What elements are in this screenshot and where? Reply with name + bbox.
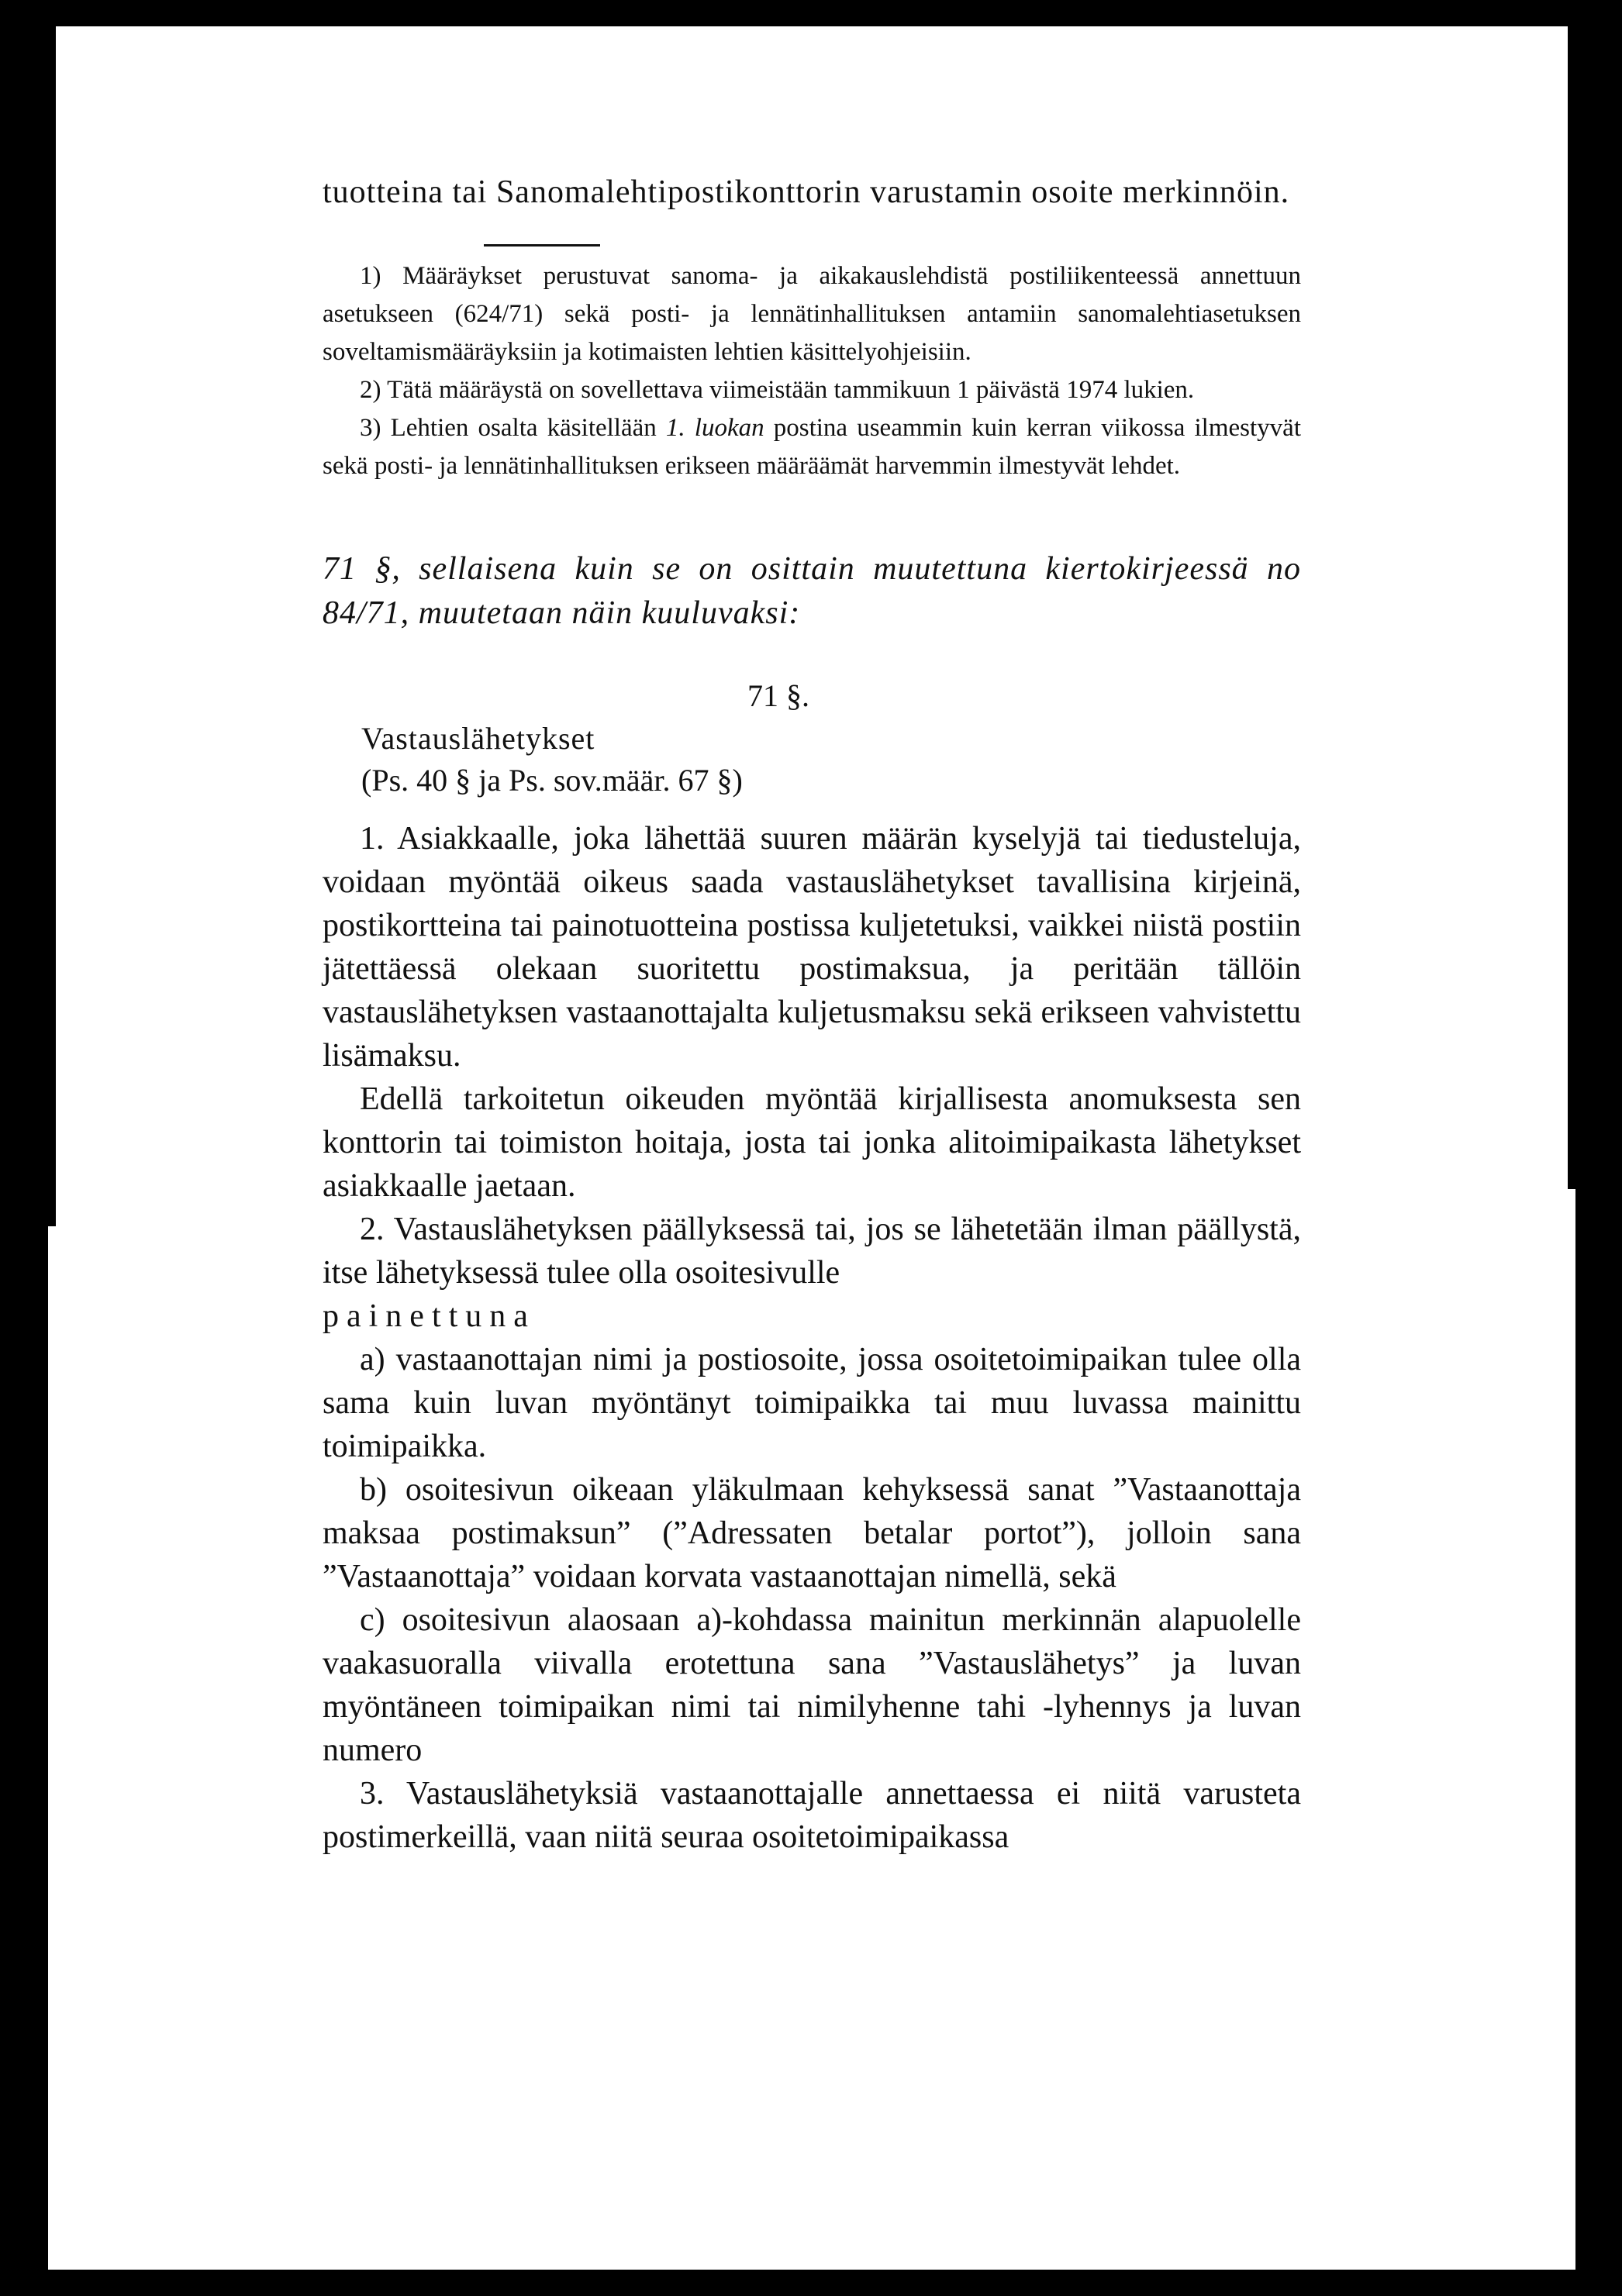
document-page bbox=[48, 26, 1575, 2270]
item-c: c) osoitesivun alaosaan a)-kohdassa mainitun merkinnän alapuolelle vaakasuoralla viivalla erotettuna sana ”Vastauslähetys” ja luvan myöntäneen toimipaikan nimi tai nimilyhenne tahi -lyhennys ja luvan numero bbox=[323, 1602, 1301, 1768]
footnote-3-suffix: postina useammin kuin kerran viikossa ilmestyvät sekä posti- ja lennätinhallituksen erikseen määräämät harvemmin ilmestyvät lehdet. bbox=[323, 414, 1301, 480]
scan-border-left bbox=[48, 26, 56, 1226]
paragraph-3: 3. Vastauslähetyksiä vastaanottajalle annettaessa ei niitä varusteta postimerkeillä, vaan niitä seuraa osoitetoimipaikassa bbox=[323, 1776, 1301, 1855]
section-reference: (Ps. 40 § ja Ps. sov.määr. 67 §) bbox=[361, 763, 743, 798]
section-number: 71 §. bbox=[747, 678, 809, 713]
section-heading: Vastauslähetykset bbox=[361, 721, 595, 756]
footnote-2: 2) Tätä määräystä on sovellettava viimeistään tammikuun 1 päivästä 1974 lukien. bbox=[360, 376, 1195, 404]
amendment-text: 71 §, sellaisena kuin se on osittain muutettuna kiertokirjeessä no 84/71, muutetaan näin kuuluvaksi: bbox=[323, 551, 1301, 631]
item-b: b) osoitesivun oikeaan yläkulmaan kehyksessä sanat ”Vastaanottaja maksaa postimaksun” (”Adressaten betalar portot”), jolloin sana ”Vastaanottaja” voidaan korvata vastaanottajan nimellä, sekä bbox=[323, 1472, 1301, 1594]
paragraph-1: 1. Asiakkaalle, joka lähettää suuren määrän kyselyjä tai tiedusteluja, voidaan myöntää oikeus saada vastauslähetykset tavallisina kirjeinä, postikortteina tai painotuotteina postissa kuljetetuksi, vaikkei niistä postiin jätettäessä olekaan suoritettu postimaksua, ja peritään tällöin vastauslähetyksen vastaanottajalta kuljetusmaksu sekä erikseen vahvistettu lisämaksu. bbox=[323, 821, 1301, 1074]
footnote-3-prefix: 3) Lehtien osalta käsitellään bbox=[360, 414, 666, 442]
page-content bbox=[323, 171, 1301, 1859]
footnotes bbox=[323, 257, 1301, 485]
intro-text: tuotteina tai Sanomalehtipostikonttorin varustamin osoite merkinnöin. bbox=[323, 174, 1290, 210]
footnote-separator bbox=[484, 244, 600, 246]
paragraph-2: 2. Vastauslähetyksen päällyksessä tai, jos se lähetetään ilman päällystä, itse lähetyksessä tulee olla osoitesivulle bbox=[323, 1212, 1301, 1291]
painettuna-spaced: painettuna bbox=[323, 1298, 536, 1334]
footnote-1: 1) Määräykset perustuvat sanoma- ja aikakauslehdistä postiliikenteessä annettuun asetukseen (624/71) sekä posti- ja lennätinhallituksen antamiin sanomalehtiasetuksen soveltamismääräyksiin ja kotimaisten lehtien käsittelyohjeisiin. bbox=[323, 262, 1301, 366]
item-a: a) vastaanottajan nimi ja postiosoite, jossa osoitetoimipaikan tulee olla sama kuin luvan myöntänyt toimipaikka tai muu luvassa mainittu toimipaikka. bbox=[323, 1342, 1301, 1464]
footnote-3 bbox=[323, 409, 1301, 485]
paragraph-2-spaced bbox=[323, 1295, 1301, 1338]
scan-border-right bbox=[1568, 26, 1575, 1189]
section-body bbox=[323, 817, 1301, 1859]
paragraph-1b: Edellä tarkoitetun oikeuden myöntää kirjallisesta anomuksesta sen konttorin tai toimiston hoitaja, josta tai jonka alitoimipaikasta lähetykset asiakkaalle jaetaan. bbox=[323, 1081, 1301, 1204]
footnote-3-italic: 1. luokan bbox=[665, 414, 764, 442]
